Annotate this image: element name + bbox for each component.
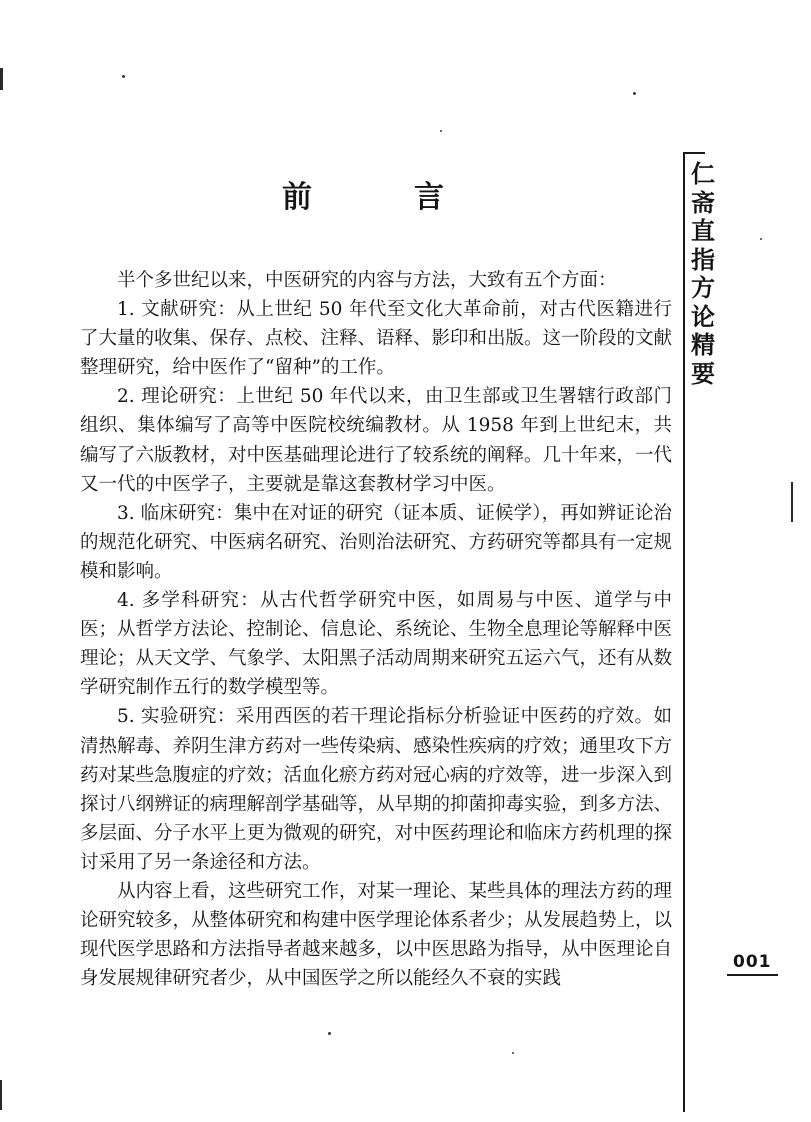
- body-text: [80, 266, 672, 993]
- paragraph-literature-research: 1. 文献研究：从上世纪 50 年代至文化大革命前，对古代医籍进行了大量的收集、保存、点校、注释、语释、影印和出版。这一阶段的文献整理研究，给中医作了“留种”的工作。: [80, 299, 673, 379]
- paragraph-theory-research: 2. 理论研究：上世纪 50 年代以来，由卫生部或卫生署辖行政部门组织、集体编写了高等中医院校统编教材。从 1958 年到上世纪末，共编写了六版教材，对中医基础理论进行了较系统的阐释。几十年来，一代又一代的中医学子，主要就是靠这套教材学习中医。: [80, 386, 673, 495]
- paragraph-experimental-research: 5. 实验研究：采用西医的若干理论指标分析验证中医药的疗效。如清热解毒、养阴生津方药对一些传染病、感染性疾病的疗效；通里攻下方药对某些急腹症的疗效；活血化瘀方药对冠心病的疗效等，进一步深入到探讨八纲辨证的病理解剖学基础等，从早期的抑菌抑毒实验，到多方法、多层面、分子水平上更为微观的研究，对中医药理论和临床方药机理的探讨采用了另一条途径和方法。: [80, 706, 673, 873]
- scan-speck: [122, 75, 125, 78]
- side-rule: [683, 152, 685, 1112]
- scan-mark-left: [0, 68, 3, 90]
- scan-mark-right: [791, 482, 793, 522]
- side-book-title: 仁斋直指方论精要: [691, 160, 715, 388]
- page-title: 前 言: [282, 180, 480, 215]
- paragraph-multidisciplinary-research: 4. 多学科研究：从古代哲学研究中医，如周易与中医、道学与中医；从哲学方法论、控制论、信息论、系统论、生物全息理论等解释中医理论；从天文学、气象学、太阳黑子活动周期来研究五运六气，还有从数学研究制作五行的数学模型等。: [80, 590, 673, 699]
- paragraph-summary: 从内容上看，这些研究工作，对某一理论、某些具体的理法方药的理论研究较多，从整体研究和构建中医学理论体系者少；从发展趋势上，以现代医学思路和方法指导者越来越多，以中医思路为指导，从中医理论自身发展规律研究者少，从中国医学之所以能经久不衰的实践: [80, 880, 673, 990]
- scan-speck: [440, 130, 442, 132]
- scan-speck: [760, 238, 762, 240]
- scan-speck: [512, 1052, 514, 1054]
- paragraph-clinical-research: 3. 临床研究：集中在对证的研究（证本质、证候学），再如辨证论治的规范化研究、中医病名研究、治则治法研究、方药研究等都具有一定规模和影响。: [80, 502, 673, 582]
- side-rule-top: [683, 152, 705, 154]
- scan-mark-left-bottom: [0, 1080, 2, 1110]
- paragraph-intro: 半个多世纪以来，中医研究的内容与方法，大致有五个方面：: [117, 270, 617, 291]
- scan-speck: [633, 92, 636, 95]
- scan-speck: [328, 1032, 331, 1035]
- page-number: 001: [727, 952, 778, 976]
